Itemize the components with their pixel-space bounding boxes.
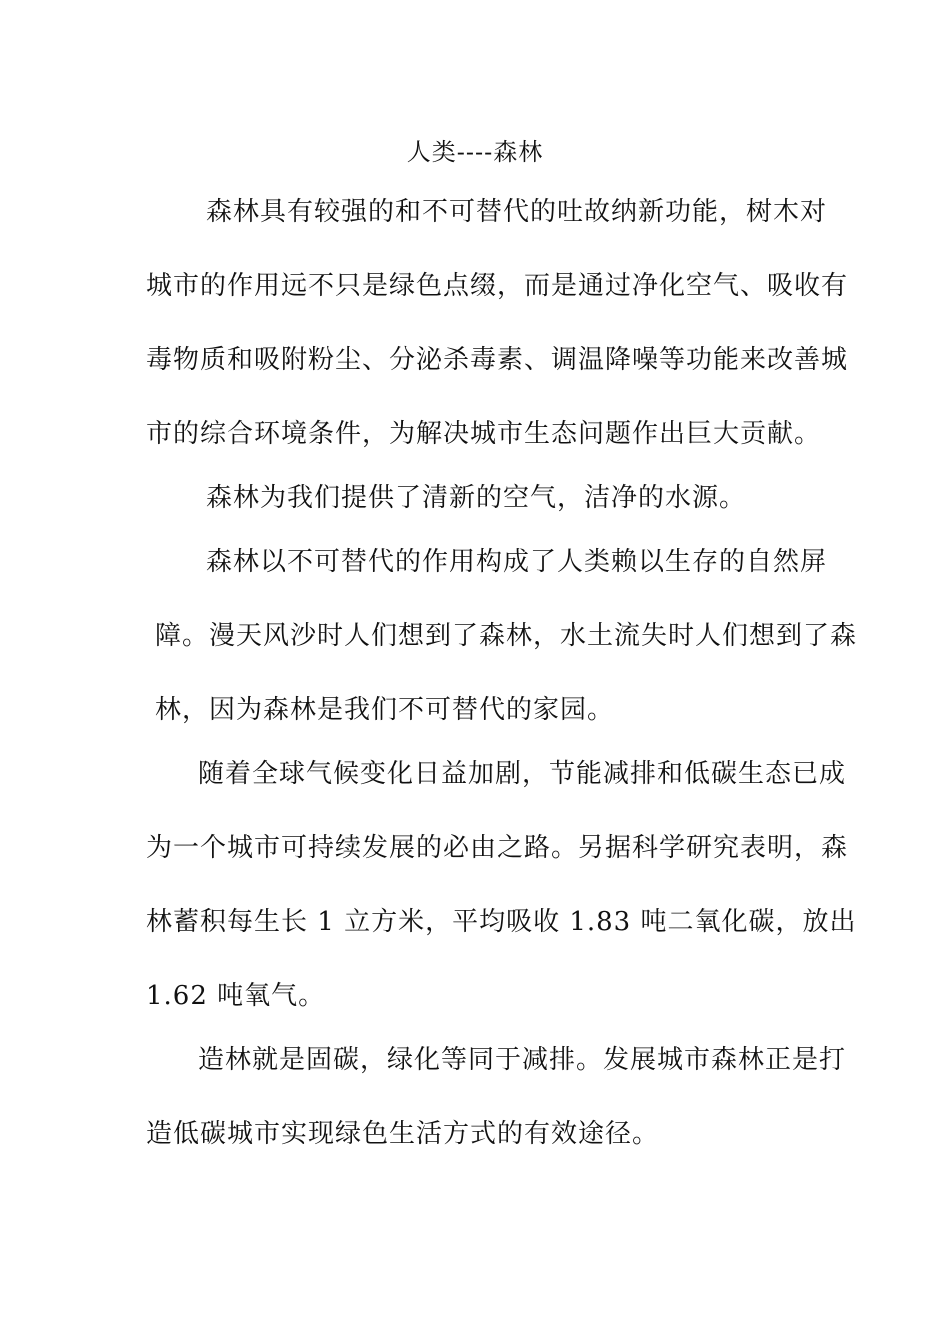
paragraph-3-line-2: 障。漫天风沙时人们想到了森林，水土流失时人们想到了森 <box>155 621 858 651</box>
paragraph-4-line-4: 1.62 吨氧气。 <box>146 981 326 1011</box>
paragraph-1-line-3: 毒物质和吸附粉尘、分泌杀毒素、调温降噪等功能来改善城 <box>146 345 849 375</box>
paragraph-1-line-1: 森林具有较强的和不可替代的吐故纳新功能，树木对 <box>206 197 828 227</box>
paragraph-4-line-3: 林蓄积每生长 1 立方米，平均吸收 1.83 吨二氧化碳，放出 <box>146 907 857 937</box>
paragraph-4-line-1: 随着全球气候变化日益加剧，节能减排和低碳生态已成 <box>198 759 847 789</box>
paragraph-2-line-1: 森林为我们提供了清新的空气，洁净的水源。 <box>206 483 747 513</box>
paragraph-3-line-3: 林，因为森林是我们不可替代的家园。 <box>155 695 615 725</box>
paragraph-1-line-2: 城市的作用远不只是绿色点缀，而是通过净化空气、吸收有 <box>146 271 849 301</box>
document-title: 人类----森林 <box>406 138 544 166</box>
paragraph-1-line-4: 市的综合环境条件，为解决城市生态问题作出巨大贡献。 <box>146 419 822 449</box>
paragraph-5-line-1: 造林就是固碳，绿化等同于减排。发展城市森林正是打 <box>198 1045 847 1075</box>
paragraph-3-line-1: 森林以不可替代的作用构成了人类赖以生存的自然屏 <box>206 547 828 577</box>
paragraph-4-line-2: 为一个城市可持续发展的必由之路。另据科学研究表明，森 <box>146 833 849 863</box>
paragraph-5-line-2: 造低碳城市实现绿色生活方式的有效途径。 <box>146 1119 660 1149</box>
